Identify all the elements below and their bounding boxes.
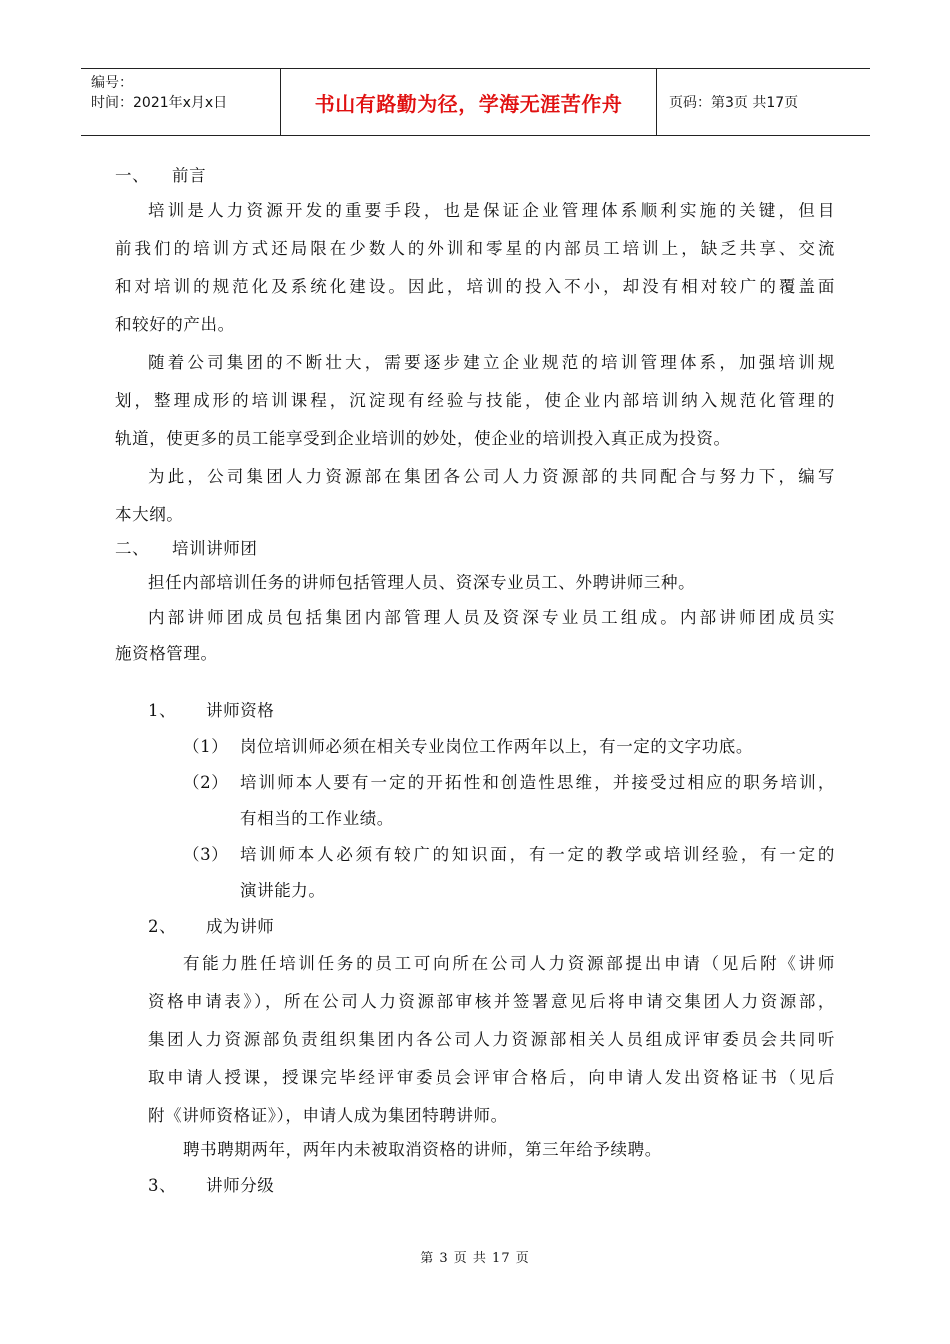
document-number-label: 编号：: [91, 75, 133, 91]
paragraph-line: 为此，公司集团人力资源部在集团各公司人力资源部的共同配合与努力下，编写: [148, 467, 835, 486]
page-footer: 第 3 页 共 17 页: [420, 1251, 530, 1266]
list-item-num: （2）: [183, 773, 229, 792]
page-header: [81, 68, 870, 136]
paragraph-line: 培训是人力资源开发的重要手段，也是保证企业管理体系顺利实施的关键，但目: [148, 201, 835, 220]
paragraph-line: 施资格管理。: [115, 644, 218, 663]
list-item-text: 培训师本人要有一定的开拓性和创造性思维，并接受过相应的职务培训，: [240, 773, 835, 792]
section-heading-num: 一、: [115, 166, 150, 185]
header-meta: [81, 69, 281, 135]
paragraph-line: 附《讲师资格证》），申请人成为集团特聘讲师。: [148, 1106, 508, 1125]
paragraph-line: 内部讲师团成员包括集团内部管理人员及资深专业员工组成。内部讲师团成员实: [148, 608, 835, 627]
paragraph-line: 前我们的培训方式还局限在少数人的外训和零星的内部员工培训上，缺乏共享、交流: [115, 239, 835, 258]
paragraph-line: 本大纲。: [115, 505, 184, 524]
paragraph-line: 取申请人授课，授课完毕经评审委员会评审合格后，向申请人发出资格证书（见后: [148, 1068, 835, 1087]
list-item-text: 有相当的工作业绩。: [240, 809, 394, 828]
paragraph-line: 和对培训的规范化及系统化建设。因此，培训的投入不小，却没有相对较广的覆盖面: [115, 277, 835, 296]
subsection-title: 讲师分级: [206, 1176, 275, 1195]
subsection-title: 成为讲师: [206, 917, 275, 936]
paragraph-line: 和较好的产出。: [115, 315, 235, 334]
document-date: 时间：2021年x月x日: [91, 95, 228, 111]
paragraph-line: 有能力胜任培训任务的员工可向所在公司人力资源部提出申请（见后附《讲师: [183, 954, 835, 973]
list-item-text: 岗位培训师必须在相关专业岗位工作两年以上，有一定的文字功底。: [240, 737, 753, 756]
paragraph-line: 担任内部培训任务的讲师包括管理人员、资深专业员工、外聘讲师三种。: [148, 573, 696, 592]
paragraph-line: 随着公司集团的不断壮大，需要逐步建立企业规范的培训管理体系，加强培训规: [148, 353, 835, 372]
subsection-num: 3、: [148, 1176, 177, 1195]
section-heading-title: 培训讲师团: [172, 539, 258, 558]
list-item-text: 培训师本人必须有较广的知识面，有一定的教学或培训经验，有一定的: [240, 845, 835, 864]
section-heading-title: 前言: [172, 166, 207, 185]
header-page-info: 页码：第3页 共17页: [669, 95, 799, 111]
list-item-text: 演讲能力。: [240, 881, 326, 900]
section-heading-num: 二、: [115, 539, 150, 558]
paragraph-line: 轨道，使更多的员工能享受到企业培训的妙处，使企业的培训投入真正成为投资。: [115, 429, 731, 448]
paragraph-line: 集团人力资源部负责组织集团内各公司人力资源部相关人员组成评审委员会共同听: [148, 1030, 835, 1049]
subsection-title: 讲师资格: [206, 701, 275, 720]
list-item-num: （3）: [183, 845, 229, 864]
subsection-num: 1、: [148, 701, 177, 720]
paragraph-line: 聘书聘期两年，两年内未被取消资格的讲师，第三年给予续聘。: [183, 1140, 662, 1159]
subsection-num: 2、: [148, 917, 177, 936]
paragraph-line: 资格申请表》），所在公司人力资源部审核并签署意见后将申请交集团人力资源部，: [148, 992, 835, 1011]
header-motto: 书山有路勤为径，学海无涯苦作舟: [281, 69, 657, 135]
list-item-num: （1）: [183, 737, 229, 756]
paragraph-line: 划，整理成形的培训课程，沉淀现有经验与技能，使企业内部培训纳入规范化管理的: [115, 391, 835, 410]
